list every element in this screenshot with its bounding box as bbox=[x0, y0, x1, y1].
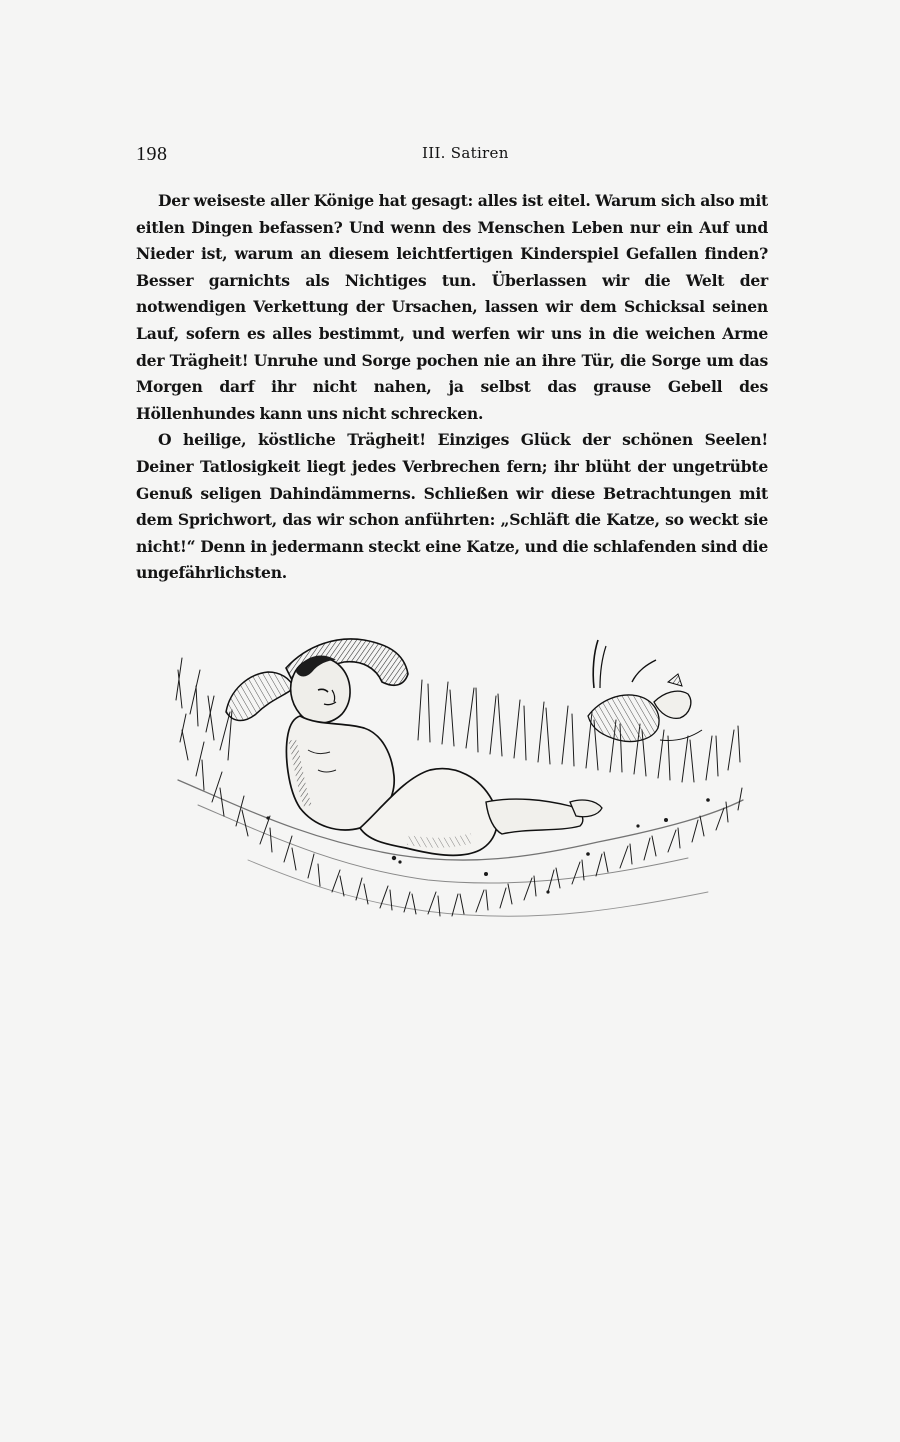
page-number: 198 bbox=[136, 143, 168, 165]
sleeping-cat-figure bbox=[588, 640, 702, 742]
illustration-sleeping-man-in-grass bbox=[168, 630, 748, 930]
page-header bbox=[136, 143, 766, 169]
paragraph-1: Der weiseste aller Könige hat gesagt: alles ist eitel. Warum sich also mit eitlen Dingen befassen? Und wenn des Menschen Leben nur ein Auf und Nieder ist, warum an diesem leichtfertigen Kinderspiel Gefallen finden? Besser garnichts als Nichtiges tun. Überlassen wir die Welt der notwendigen Verkettung der Ursachen, lassen wir dem Schicksal seinen Lauf, sofern es alles bestimmt, und werfen wir uns in die weichen Arme der Trägheit! Unruhe und Sorge pochen nie an ihre Tür, die Sorge um das Morgen darf ihr nicht nahen, ja selbst das grause Gebell des Höllenhundes kann uns nicht schrecken. bbox=[136, 191, 768, 423]
reclining-man-figure bbox=[226, 639, 602, 855]
body-text bbox=[136, 188, 768, 587]
paragraph-2: O heilige, köstliche Trägheit! Einziges Glück der schönen Seelen! Deiner Tatlosigkeit liegt jedes Verbrechen fern; ihr blüht der ungetrübte Genuß seligen Dahindämmerns. Schließen wir diese Betrachtungen mit dem Sprichwort, das wir schon anführten: „Schläft die Katze, so weckt sie nicht!“ Denn in jedermann steckt eine Katze, und die schlafenden sind die ungefährlichsten. bbox=[136, 430, 768, 583]
running-head: III. Satiren bbox=[422, 144, 509, 162]
